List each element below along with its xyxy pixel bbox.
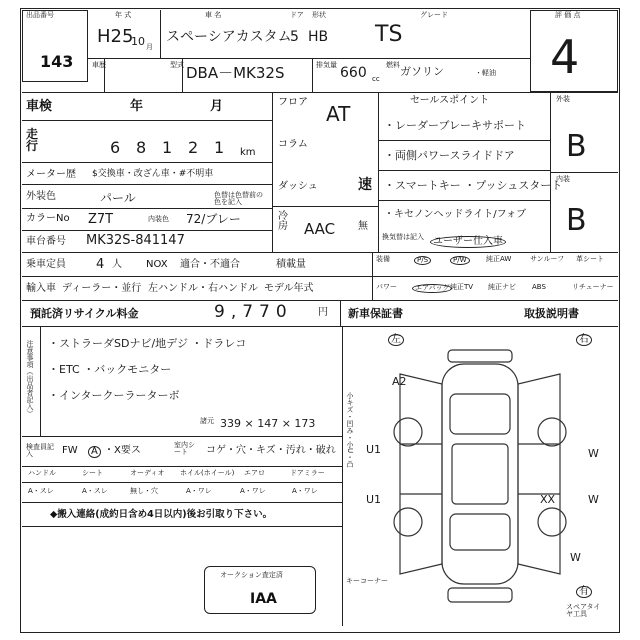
sales-point-2: ・両側パワースライドドア bbox=[384, 149, 515, 162]
capacity-label: 乗車定員 bbox=[26, 259, 66, 270]
exterior-label: 外装 bbox=[556, 95, 570, 103]
shaken-month: 月 bbox=[210, 99, 224, 114]
lot-label: 出品番号 bbox=[26, 11, 54, 19]
meter-label: メーター歴 bbox=[26, 169, 76, 180]
spare-note: スペアタイヤ工具 bbox=[566, 603, 601, 618]
notes-label: 注意事項（出品者記入） bbox=[26, 340, 34, 417]
notes-line-1: ・ストラーダSDナビ/地デジ ・ドラレコ bbox=[48, 337, 247, 350]
equip-12: リチューナー bbox=[572, 283, 614, 291]
inspector-label: 検査員記入 bbox=[26, 443, 54, 458]
nox-label: NOX bbox=[146, 259, 168, 270]
left-label: 左 bbox=[388, 334, 404, 346]
car-name-label: 車 名 bbox=[205, 11, 222, 19]
mark-w-2: W bbox=[588, 493, 599, 506]
mileage-digit-1: 6 bbox=[110, 138, 121, 157]
side-label: 小キズ・凹み・小U・凸 bbox=[346, 392, 354, 468]
mark-w-1: W bbox=[588, 447, 599, 460]
mileage-digit-4: 2 bbox=[188, 138, 199, 157]
lot-box bbox=[22, 10, 88, 82]
color-value: パール bbox=[100, 191, 136, 205]
displacement-unit: cc bbox=[372, 75, 380, 83]
interior-score-value: B bbox=[566, 203, 587, 238]
fuel-label: 燃料 bbox=[386, 61, 400, 69]
dash-label: ダッシュ bbox=[278, 181, 318, 192]
displacement-label: 排気量 bbox=[316, 61, 337, 69]
grade-value: TS bbox=[375, 22, 403, 47]
sales-point-1: ・レーダーブレーキサポート bbox=[384, 119, 527, 132]
recycle-unit: 円 bbox=[318, 307, 328, 318]
mileage-digit-5: 1 bbox=[214, 138, 225, 157]
x-label: ・X要ス bbox=[104, 445, 141, 456]
equip-7: パワー bbox=[376, 283, 397, 291]
dims-value: 339 × 147 × 173 bbox=[220, 417, 316, 430]
doors-label: ドア bbox=[290, 11, 304, 19]
right-label: 右 bbox=[576, 334, 592, 346]
recycle-value: 9,770 bbox=[214, 302, 293, 322]
load-label: 積載量 bbox=[276, 259, 306, 270]
interior-value: 72/ブレー bbox=[186, 212, 241, 226]
warranty-label: 新車保証書 bbox=[348, 307, 403, 320]
mark-u1-1: U1 bbox=[366, 443, 382, 456]
fuel-value: ガソリン bbox=[400, 65, 444, 78]
sales-point-4: ・キセノンヘッドライト/フォブ bbox=[384, 209, 527, 220]
shaken-year: 年 bbox=[130, 99, 144, 114]
equip-8: エアバッグ bbox=[412, 284, 452, 293]
equip-2: P/S bbox=[414, 256, 431, 265]
grade-label: グレード bbox=[420, 11, 448, 19]
grid-h-5: エアロ bbox=[244, 469, 265, 477]
equip-9: 純正TV bbox=[450, 283, 474, 291]
score-value: 4 bbox=[550, 30, 580, 84]
floor-label: フロア bbox=[278, 97, 308, 108]
grid-v-6: A・ワレ bbox=[292, 487, 318, 495]
import-label: 輸入車 bbox=[26, 283, 56, 294]
model-value: DBA－MK32S bbox=[186, 64, 285, 82]
ac-value: AAC bbox=[304, 220, 336, 238]
speed-label: 速 bbox=[358, 177, 372, 193]
meter-options: $交換車・改ざん車・#不明車 bbox=[92, 169, 214, 179]
grid-v-2: A・スレ bbox=[82, 487, 108, 495]
year-label: 年 式 bbox=[115, 11, 132, 19]
handle-options: 左ハンドル・右ハンドル bbox=[148, 283, 258, 294]
fuel-option: ・軽油 bbox=[475, 69, 496, 77]
interior-sheet-options: コゲ・穴・キズ・汚れ・破れ bbox=[206, 445, 336, 456]
pickup-notice: ◆搬入連絡(成約日含め4日以内)後お引取り下さい。 bbox=[50, 509, 273, 520]
grid-h-2: シート bbox=[82, 469, 103, 477]
mileage-label: 走行 bbox=[26, 127, 39, 153]
month-unit: 月 bbox=[146, 43, 153, 51]
equip-3: P/W bbox=[450, 256, 470, 265]
equip-11: ABS bbox=[532, 283, 546, 291]
shape-label: 形状 bbox=[312, 11, 326, 19]
color-label: 外装色 bbox=[26, 191, 56, 202]
auction-label: オークション査定済 bbox=[220, 571, 283, 579]
mileage-digit-3: 1 bbox=[162, 138, 173, 157]
equip-4: 純正AW bbox=[486, 255, 512, 263]
exterior-value: B bbox=[566, 129, 587, 164]
mark-u1-2: U1 bbox=[366, 493, 382, 506]
interior-sheet-label: 室内シート bbox=[174, 441, 195, 456]
notes-line-3: ・インタークーラーターボ bbox=[48, 389, 180, 402]
color-no-value: Z7T bbox=[88, 212, 114, 227]
displacement-value: 660 bbox=[340, 65, 367, 81]
mark-xx: XX bbox=[540, 493, 556, 506]
auction-brand: IAA bbox=[250, 591, 277, 607]
grid-h-3: オーディオ bbox=[130, 469, 165, 477]
mileage-digit-2: 8 bbox=[136, 138, 147, 157]
floor-value: AT bbox=[326, 102, 351, 126]
mark-a2: A2 bbox=[392, 375, 407, 388]
grid-v-1: A・スレ bbox=[28, 487, 54, 495]
nox-options: 適合・不適合 bbox=[180, 259, 240, 270]
recycle-label: 預託済リサイクル料金 bbox=[30, 307, 139, 320]
equip-10: 純正ナビ bbox=[488, 283, 516, 291]
import-options: ディーラー・並行 bbox=[62, 283, 142, 294]
mark-w-3: W bbox=[570, 551, 581, 564]
sales-points-title: セールスポイント bbox=[410, 95, 490, 106]
column-label: コラム bbox=[278, 139, 308, 150]
chassis-value: MK32S-841147 bbox=[86, 233, 185, 248]
dims-label: 諸元 bbox=[200, 417, 214, 425]
user-buy: ユーザー仕入車 bbox=[430, 236, 506, 248]
mileage-unit: km bbox=[240, 147, 256, 158]
shaken-label: 車検 bbox=[26, 99, 53, 114]
fw-mark: A bbox=[88, 446, 101, 458]
month-value: 10 bbox=[131, 35, 145, 48]
grid-h-4: ホイル(ホイール) bbox=[180, 469, 235, 477]
grid-v-4: A・ワレ bbox=[186, 487, 212, 495]
equip-1: 装備 bbox=[376, 255, 390, 263]
grid-v-5: A・ワレ bbox=[240, 487, 266, 495]
interior-label-score: 内装 bbox=[556, 175, 570, 183]
capacity-unit: 人 bbox=[112, 259, 122, 270]
key-label: キーコーナー bbox=[346, 577, 388, 585]
grid-h-6: ドアミラー bbox=[290, 469, 325, 477]
grid-v-3: 無し・穴 bbox=[130, 487, 158, 495]
color-note: 色替は色替前の色を記入 bbox=[214, 191, 263, 206]
model-year-label: モデル年式 bbox=[264, 283, 314, 294]
color-no-label: カラーNo bbox=[26, 213, 70, 224]
equip-5: サンルーフ bbox=[530, 255, 565, 263]
chassis-label: 車台番号 bbox=[26, 236, 66, 247]
lot-number: 143 bbox=[40, 52, 74, 71]
model-label: 型式 bbox=[170, 61, 184, 69]
none-label: 無 bbox=[358, 221, 368, 232]
sales-point-3: ・スマートキー ・プッシュスタート bbox=[384, 179, 563, 192]
manual-label: 取扱説明書 bbox=[524, 307, 579, 320]
grid-h-1: ハンドル bbox=[28, 469, 56, 477]
score-label: 評 価 点 bbox=[555, 11, 581, 19]
shape-value: HB bbox=[308, 29, 329, 45]
spare-label: 有 bbox=[576, 586, 592, 598]
fw-label: FW bbox=[62, 445, 78, 456]
ac-label: 冷房 bbox=[278, 211, 288, 232]
capacity-value: 4 bbox=[96, 257, 105, 272]
equip-6: 革シート bbox=[576, 255, 604, 263]
notes-line-2: ・ETC ・バックモニター bbox=[48, 363, 172, 376]
car-name-value: スペーシアカスタム bbox=[166, 29, 292, 45]
doors-value: 5 bbox=[290, 29, 299, 45]
year-value: H25 bbox=[97, 26, 134, 47]
interior-label: 内装色 bbox=[148, 215, 169, 223]
vehicle-label: 車歴 bbox=[92, 61, 106, 69]
ac-note: 換気替は記入 bbox=[382, 233, 424, 241]
